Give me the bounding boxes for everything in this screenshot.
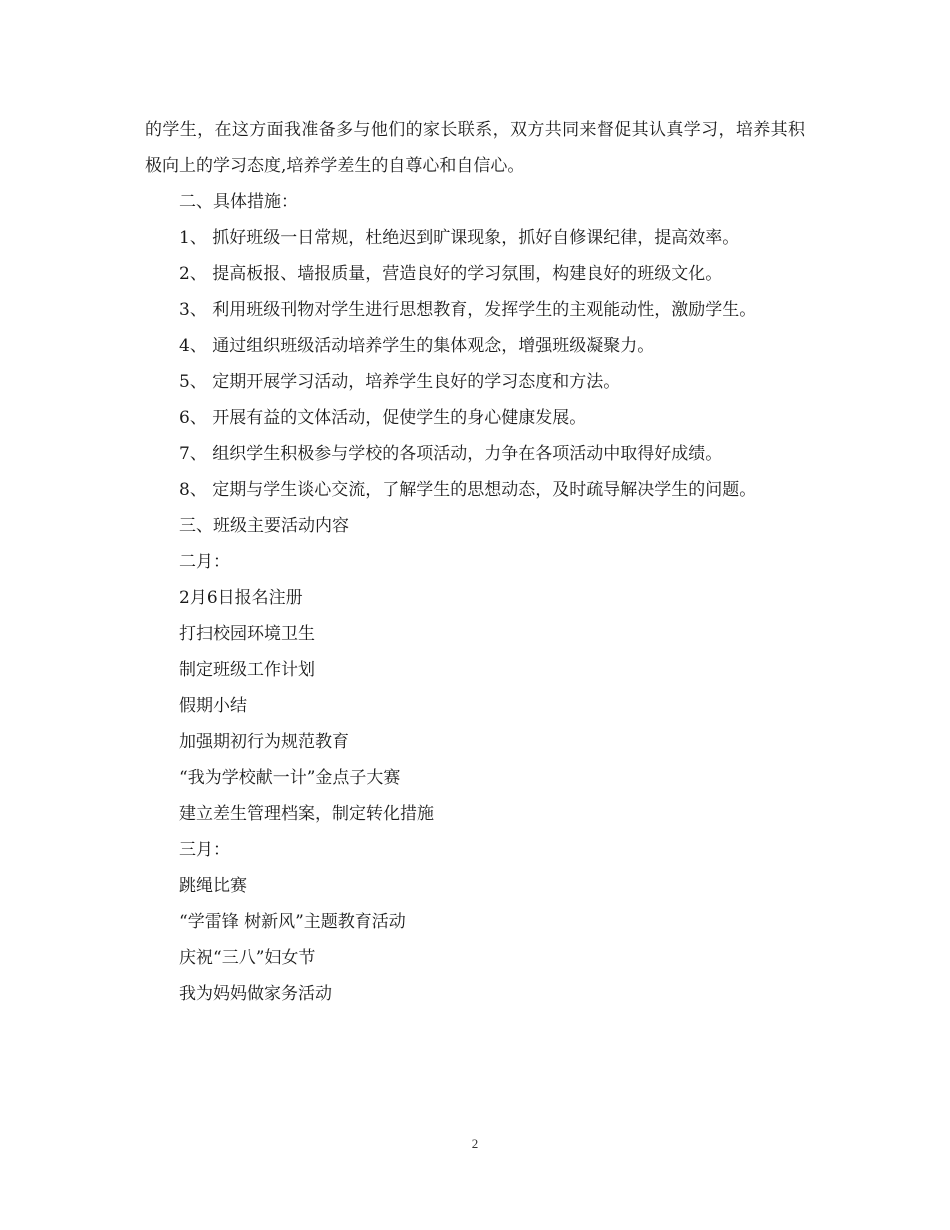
february-activity-3: 制定班级工作计划 — [179, 660, 315, 680]
march-activity-2: “学雷锋 树新风”主题教育活动 — [179, 912, 406, 932]
document-body — [145, 112, 805, 1012]
february-activity-5: 加强期初行为规范教育 — [179, 732, 349, 752]
measure-item-5: 5、 定期开展学习活动，培养学生良好的学习态度和方法。 — [179, 372, 621, 392]
february-activity-7: 建立差生管理档案，制定转化措施 — [179, 804, 434, 824]
measure-item-2: 2、 提高板报、墙报质量，营造良好的学习氛围，构建良好的班级文化。 — [179, 264, 723, 284]
measure-item-1: 1、 抓好班级一日常规，杜绝迟到旷课现象，抓好自修课纪律，提高效率。 — [179, 228, 740, 248]
march-activity-3: 庆祝“三八”妇女节 — [179, 948, 316, 968]
measure-item-3: 3、 利用班级刊物对学生进行思想教育，发挥学生的主观能动性，激励学生。 — [179, 300, 757, 320]
section-heading-measures: 二、具体措施： — [179, 192, 298, 212]
february-activity-2: 打扫校园环境卫生 — [179, 624, 315, 644]
february-activity-1: 2月6日报名注册 — [179, 588, 303, 608]
measure-item-6: 6、 开展有益的文体活动，促使学生的身心健康发展。 — [179, 408, 587, 428]
month-heading-march: 三月： — [179, 840, 230, 860]
measure-item-8: 8、 定期与学生谈心交流，了解学生的思想动态，及时疏导解决学生的问题。 — [179, 480, 757, 500]
february-activity-4: 假期小结 — [179, 696, 247, 716]
paragraph-intro-continued: 的学生，在这方面我准备多与他们的家长联系，双方共同来督促其认真学习，培养其积极向上的学习态度,培养学差生的自尊心和自信心。 — [145, 120, 805, 176]
month-heading-february: 二月： — [179, 552, 230, 572]
march-activity-4: 我为妈妈做家务活动 — [179, 984, 332, 1004]
february-activity-6: “我为学校献一计”金点子大赛 — [179, 768, 401, 788]
measure-item-7: 7、 组织学生积极参与学校的各项活动，力争在各项活动中取得好成绩。 — [179, 444, 723, 464]
march-activity-1: 跳绳比赛 — [179, 876, 247, 896]
page-number: 2 — [471, 1136, 479, 1151]
measure-item-4: 4、 通过组织班级活动培养学生的集体观念，增强班级凝聚力。 — [179, 336, 655, 356]
section-heading-activities: 三、班级主要活动内容 — [179, 516, 349, 536]
